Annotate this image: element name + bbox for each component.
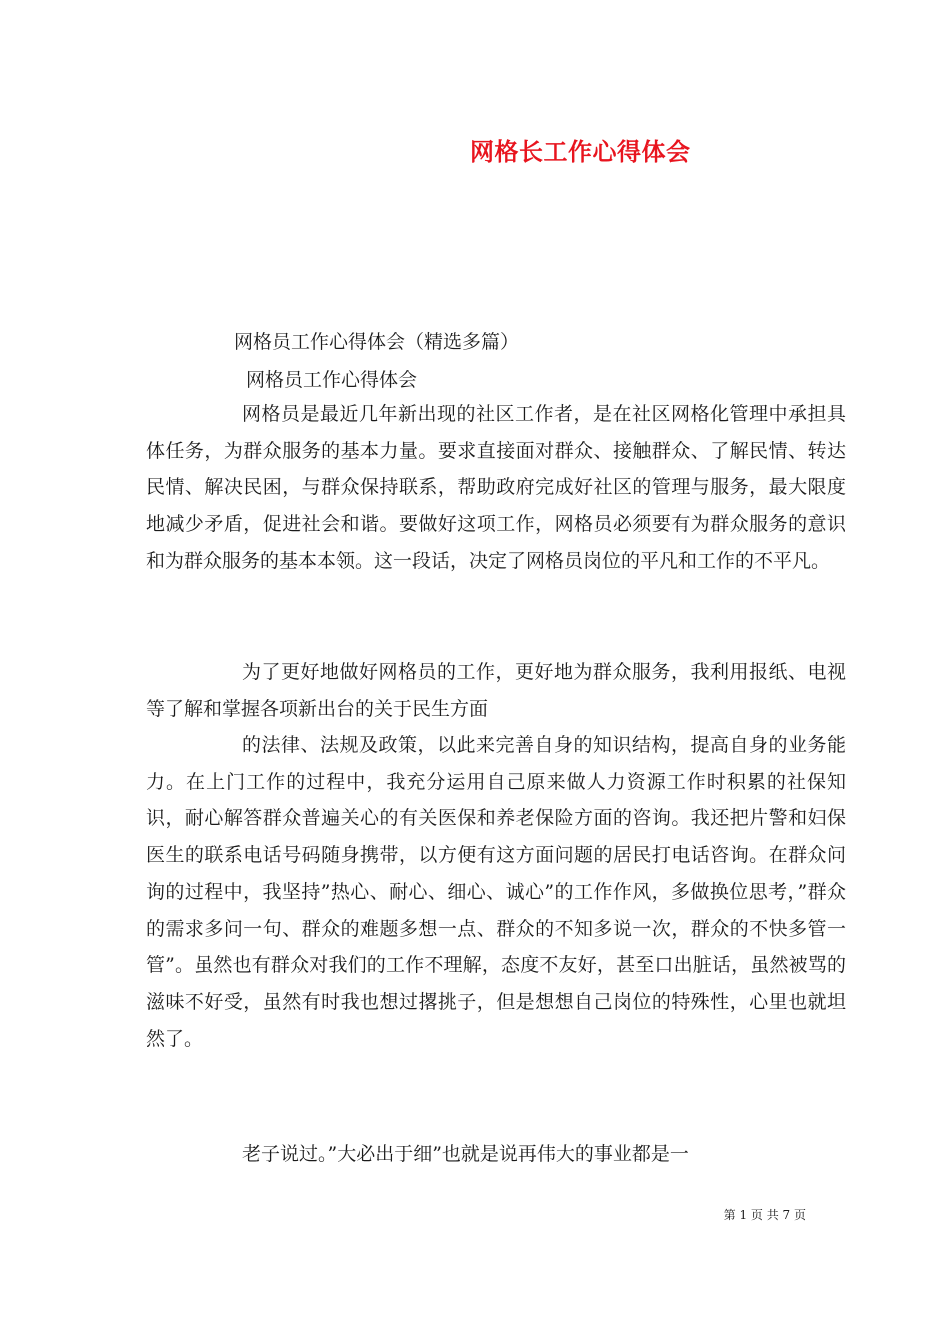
paragraph: 的法律、法规及政策，以此来完善自身的知识结构，提高自身的业务能力。在上门工作的过程中，我充分运用自己原来做人力资源工作时积累的社保知识，耐心解答群众普遍关心的有关医保和养老保险方面的咨询。我还把片警和妇保医生的联系电话号码随身携带，以方便有这方面问题的居民打电话咨询。在群众问询的过程中，我坚持”热心、耐心、细心、诚心”的工作作风，多做换位思考，”群众的需求多问一句、群众的难题多想一点、群众的不知多说一次，群众的不快多管一管”。虽然也有群众对我们的工作不理解，态度不友好，甚至口出脏话，虽然被骂的滋味不好受，虽然有时我也想过撂挑子，但是想想自己岗位的特殊性，心里也就坦然了。 xyxy=(146,734,846,1050)
document-heading: 网格员工作心得体会（精选多篇） xyxy=(234,331,520,353)
document-subheading: 网格员工作心得体会 xyxy=(246,369,418,391)
paragraph: 老子说过。”大必出于细”也就是说再伟大的事业都是一 xyxy=(242,1143,689,1165)
page-number: 第 1 页 共 7 页 xyxy=(723,1208,806,1222)
paragraph: 网格员是最近几年新出现的社区工作者，是在社区网格化管理中承担具体任务，为群众服务的基本力量。要求直接面对群众、接触群众、了解民情、转达民情、解决民困，与群众保持联系，帮助政府完成好社区的管理与服务，最大限度地减少矛盾，促进社会和谐。要做好这项工作，网格员必须要有为群众服务的意识和为群众服务的基本本领。这一段话，决定了网格员岗位的平凡和工作的不平凡。 xyxy=(146,403,846,572)
paragraph: 为了更好地做好网格员的工作，更好地为群众服务，我利用报纸、电视等了解和掌握各项新出台的关于民生方面 xyxy=(146,661,846,720)
document-title: 网格长工作心得体会 xyxy=(470,137,691,166)
